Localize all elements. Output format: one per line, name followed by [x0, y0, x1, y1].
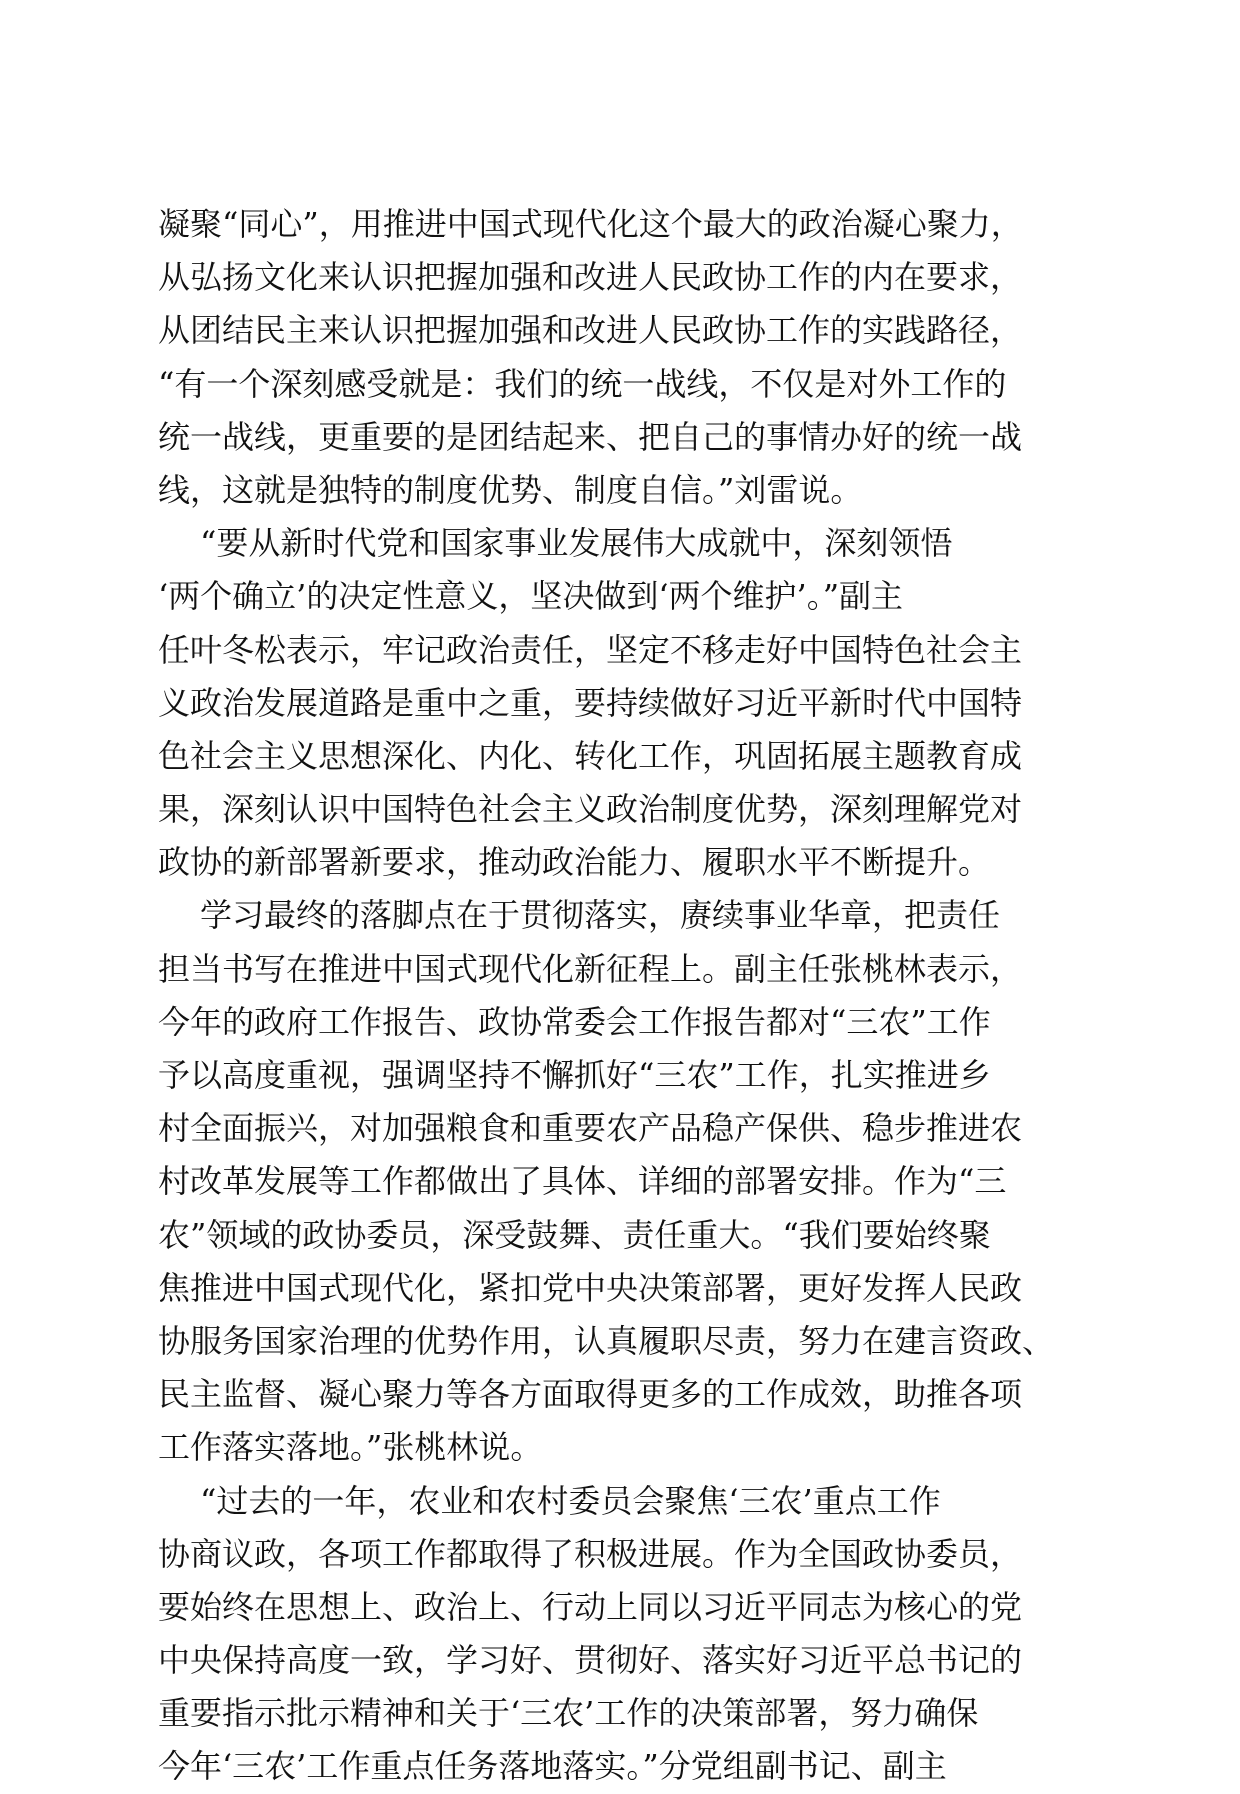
text-line: 民主监督、凝心聚力等各方面取得更多的工作成效，助推各项	[158, 1375, 1023, 1414]
text-line: 农”领域的政协委员，深受鼓舞、责任重大。“我们要始终聚	[158, 1215, 991, 1254]
text-line: 要始终在思想上、政治上、行动上同以习近平同志为核心的党	[158, 1587, 1023, 1626]
text-line: 政协的新部署新要求，推动政治能力、履职水平不断提升。	[158, 843, 991, 882]
text-line: 统一战线，更重要的是团结起来、把自己的事情办好的统一战	[158, 417, 1023, 456]
text-line: 义政治发展道路是重中之重，要持续做好习近平新时代中国特	[158, 683, 1023, 722]
text-line: 工作落实落地。”张桃林说。	[158, 1428, 543, 1467]
text-line: 协商议政，各项工作都取得了积极进展。作为全国政协委员，	[158, 1534, 1023, 1573]
text-line: 中央保持高度一致，学习好、贯彻好、落实好习近平总书记的	[158, 1641, 1023, 1680]
text-line: 担当书写在推进中国式现代化新征程上。副主任张桃林表示，	[158, 949, 1023, 988]
text-line: 任叶冬松表示，牢记政治责任，坚定不移走好中国特色社会主	[158, 630, 1023, 669]
text-line: 予以高度重视，强调坚持不懈抓好“三农”工作，扎实推进乡	[158, 1056, 991, 1094]
text-line: 学习最终的落脚点在于贯彻落实，赓续事业华章，把责任	[200, 896, 1001, 935]
text-line: 线，这就是独特的制度优势、制度自信。”刘雷说。	[158, 470, 863, 509]
text-line: 重要指示批示精神和关于‘三农’工作的决策部署，努力确保	[158, 1694, 979, 1733]
text-line: ‘两个确立’的决定性意义，坚决做到‘两个维护’。”副主	[158, 577, 904, 616]
text-line: “有一个深刻感受就是：我们的统一战线，不仅是对外工作的	[158, 364, 1007, 403]
document-body	[158, 198, 1088, 1794]
text-line: “要从新时代党和国家事业发展伟大成就中，深刻领悟	[200, 524, 953, 563]
text-line: 今年的政府工作报告、政协常委会工作报告都对“三农”工作	[158, 1002, 991, 1041]
text-line: 村改革发展等工作都做出了具体、详细的部署安排。作为“三	[158, 1162, 1007, 1201]
text-line: 焦推进中国式现代化，紧扣党中央决策部署，更好发挥人民政	[158, 1268, 1023, 1307]
text-line: 从团结民主来认识把握加强和改进人民政协工作的实践路径，	[158, 311, 1023, 350]
text-line: 色社会主义思想深化、内化、转化工作，巩固拓展主题教育成	[158, 736, 1023, 775]
text-line: 凝聚“同心”，用推进中国式现代化这个最大的政治凝心聚力，	[158, 205, 1023, 243]
text-line: 从弘扬文化来认识把握加强和改进人民政协工作的内在要求，	[158, 258, 1023, 297]
text-line: 今年‘三农’工作重点任务落地落实。”分党组副书记、副主	[158, 1747, 947, 1786]
text-line: 果，深刻认识中国特色社会主义政治制度优势，深刻理解党对	[158, 790, 1023, 829]
text-line: 协服务国家治理的优势作用，认真履职尽责，努力在建言资政、	[158, 1321, 1055, 1360]
text-line: “过去的一年，农业和农村委员会聚焦‘三农’重点工作	[200, 1481, 941, 1520]
text-line: 村全面振兴，对加强粮食和重要农产品稳产保供、稳步推进农	[158, 1109, 1023, 1148]
